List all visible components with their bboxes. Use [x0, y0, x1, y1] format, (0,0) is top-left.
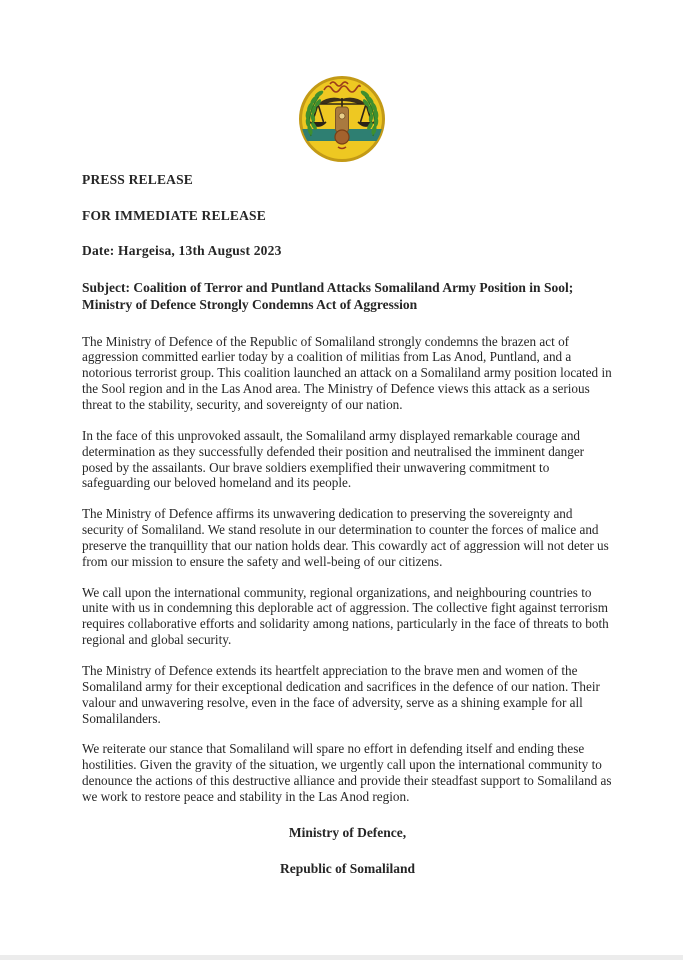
emblem-shield: [335, 107, 348, 132]
press-release-label: PRESS RELEASE: [82, 172, 194, 187]
subject-line: Subject: Coalition of Terror and Puntland Attacks Somaliland Army Position in Sool; Ministry of Defence Strongly Condemns Act of Aggression: [82, 279, 574, 313]
emblem-sphere: [335, 130, 349, 144]
somaliland-coat-of-arms-icon: [297, 74, 387, 164]
body-paragraph: We call upon the international community, regional organizations, and neighbouring countries to unite with us in condemning this deplorable act of aggression. The collective fight against terrorism requires collaborative efforts and solidarity among nations, particularly in the face of threats to both regional and global security.: [82, 584, 609, 648]
emblem-shield-boss: [339, 113, 345, 119]
signature-republic: Republic of Somaliland: [279, 860, 416, 876]
signature-ministry: Ministry of Defence,: [288, 824, 407, 840]
body-paragraph: The Ministry of Defence extends its heartfelt appreciation to the brave men and women of the Somaliland army for their exceptional dedication and sacrifices in the defence of our nation. Their valour and unwavering resolve, even in the face of adversity, serve as a shining example for all Somalilanders.: [82, 662, 600, 726]
document-body: [0, 164, 683, 877]
body-paragraph: The Ministry of Defence of the Republic of Somaliland strongly condemns the brazen act of aggression committed earlier today by a coalition of militias from Las Anod, Puntland, and a notorious terrorist group. This coalition launched an attack on a Somaliland army position located in the Sool region and in the Las Anod area. The Ministry of Defence views this attack as a serious threat to the stability, security, and sovereignty of our nation.: [82, 333, 612, 413]
release-type-label: FOR IMMEDIATE RELEASE: [82, 207, 266, 223]
scan-edge-shadow: [0, 955, 683, 960]
date-line: Date: Hargeisa, 13th August 2023: [82, 243, 282, 259]
emblem-svg: [297, 74, 387, 164]
body-paragraph: The Ministry of Defence affirms its unwavering dedication to preserving the sovereignty and security of Somaliland. We stand resolute in our determination to counter the forces of malice and preserve the tranquillity that our nation holds dear. This cowardly act of aggression will not deter us from our mission to ensure the safety and well-being of our citizens.: [82, 506, 609, 569]
body-paragraph: In the face of this unprovoked assault, the Somaliland army displayed remarkable courage and determination as they successfully defended their position and neutralised the imminent danger posed by the assailants. Our brave soldiers exemplified their unwavering commitment to safeguarding our beloved homeland and its people.: [82, 427, 585, 491]
body-paragraph: We reiterate our stance that Somaliland will spare no effort in defending itself and ending these hostilities. Given the gravity of the situation, we urgently call upon the international community to denounce the actions of this destructive alliance and provide their steadfast support to Somaliland as we work to restore peace and stability in the Las Anod region.: [82, 741, 612, 804]
